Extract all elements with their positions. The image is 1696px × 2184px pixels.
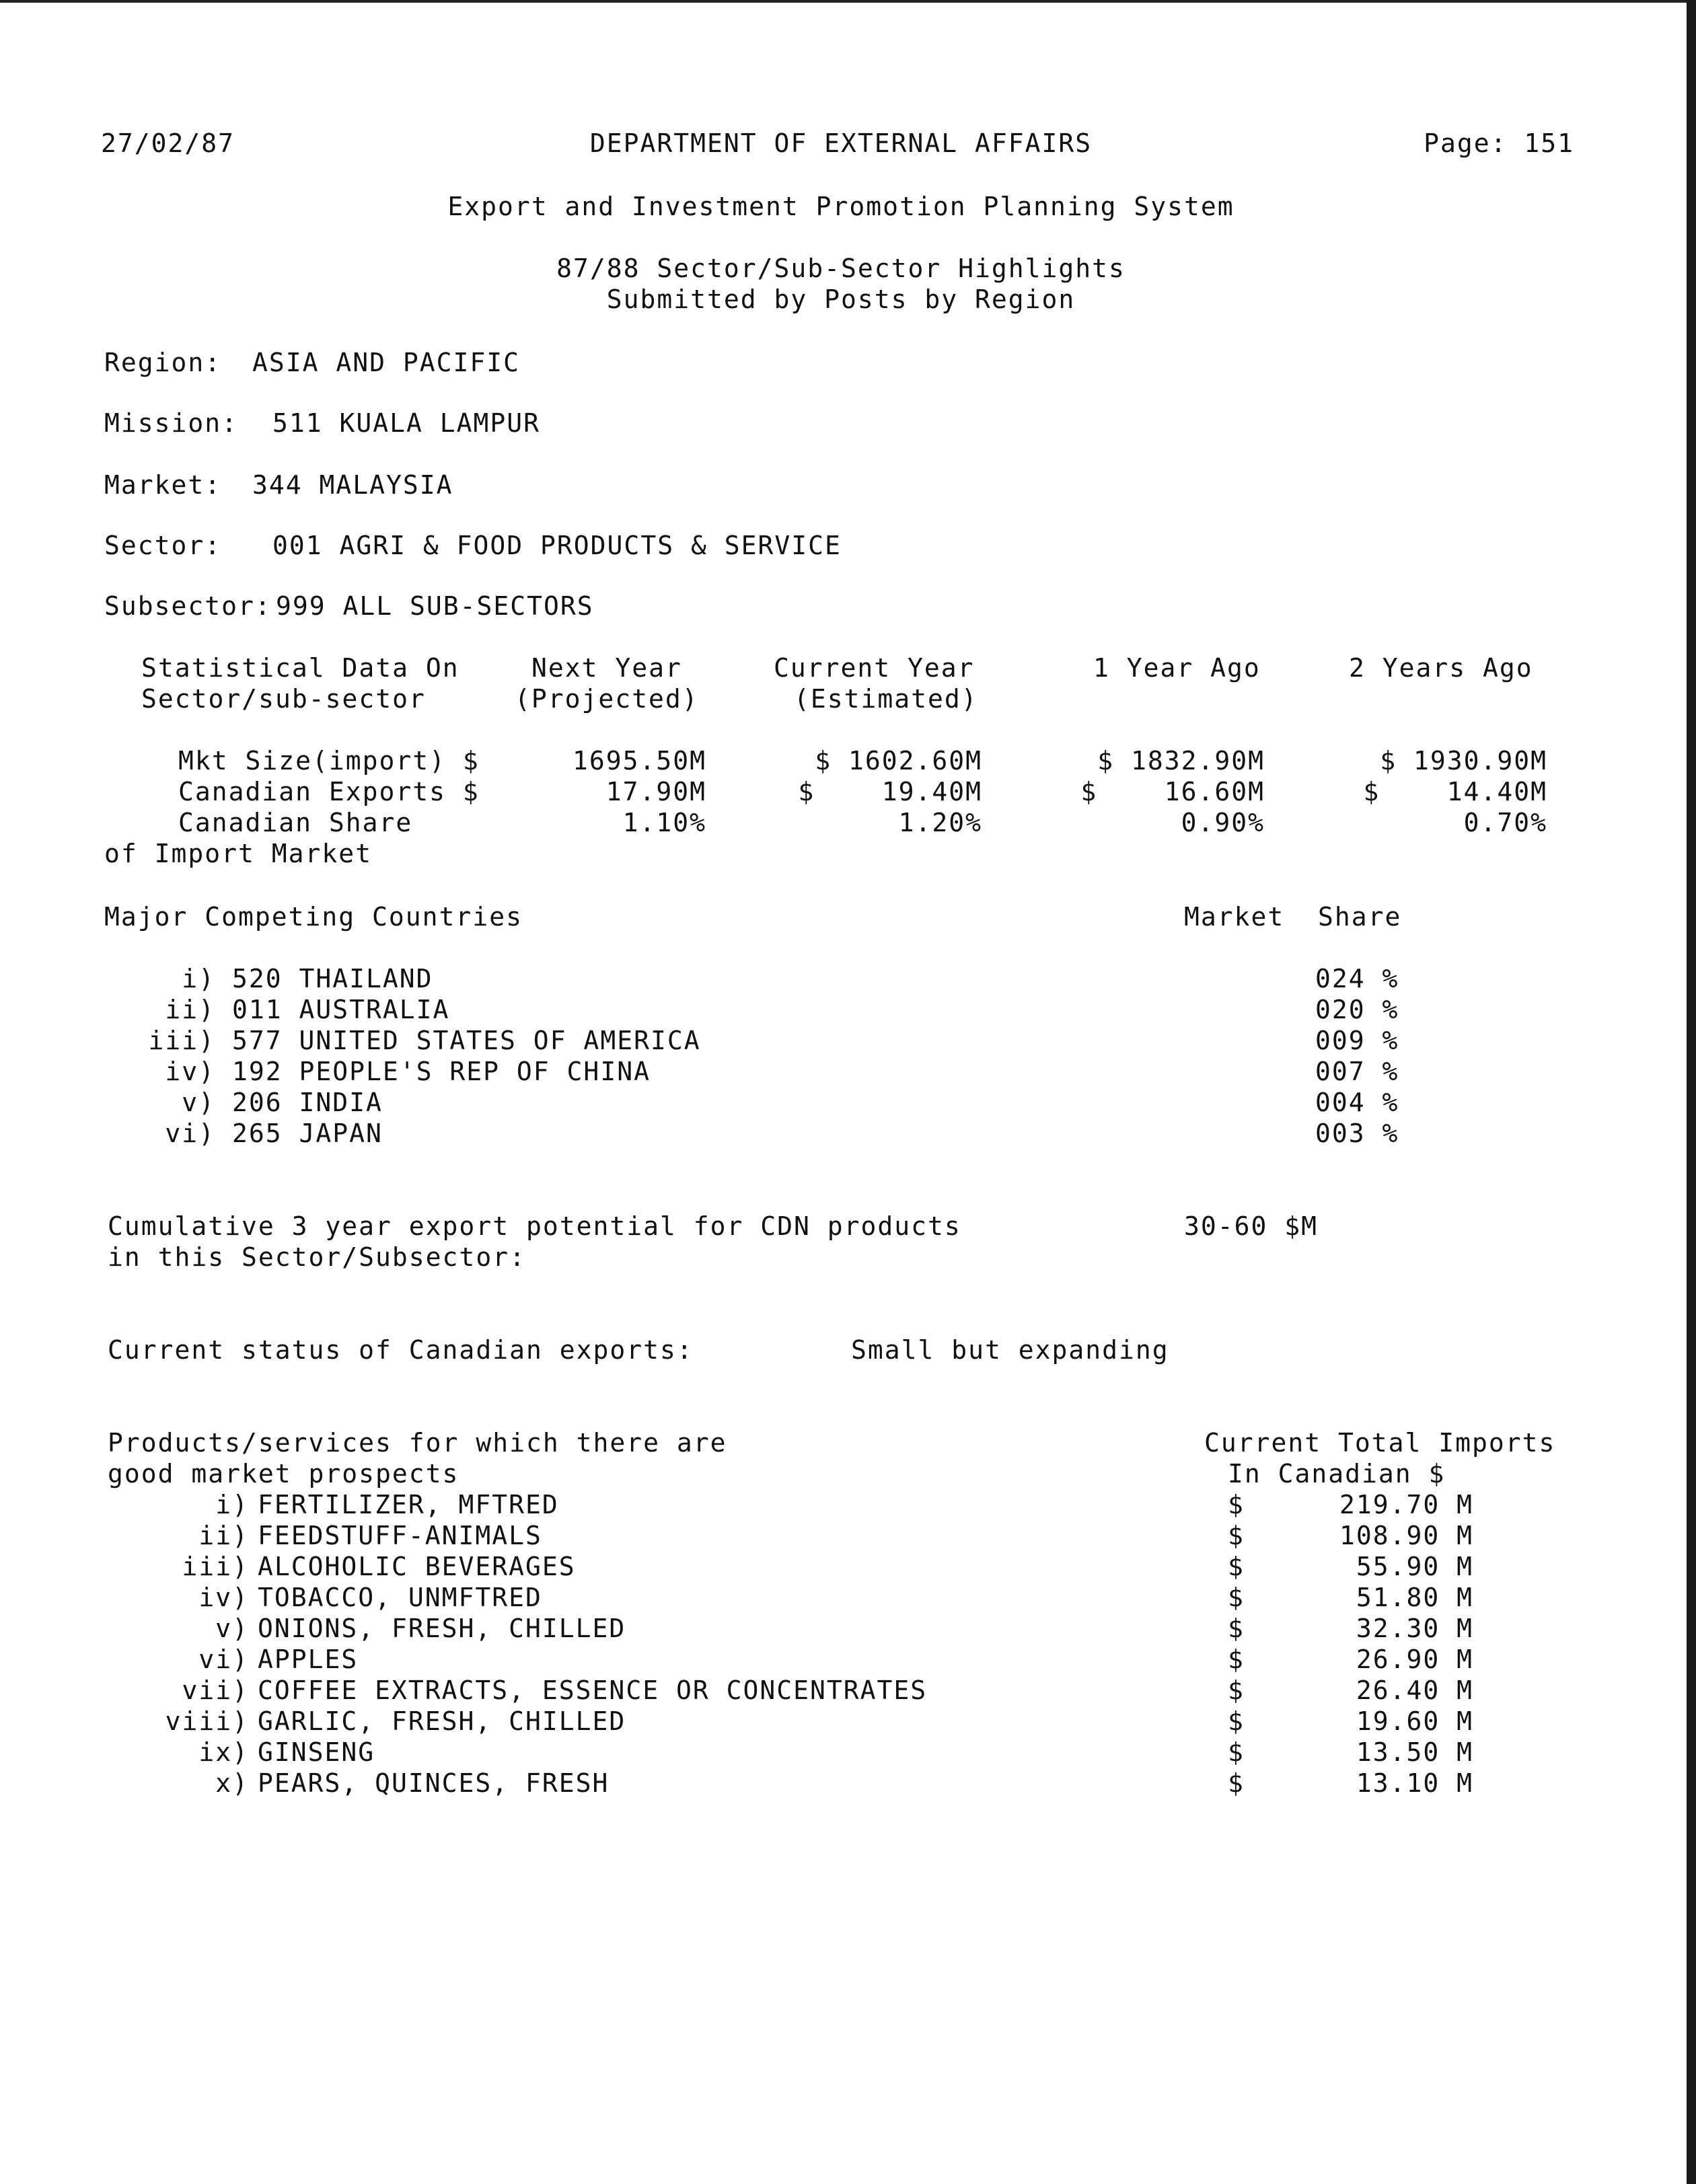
- stats-row-ago2: $ 1930.90M: [1380, 746, 1547, 776]
- sector-label: Sector:: [104, 531, 222, 560]
- competitor-share: 003 %: [1315, 1119, 1399, 1148]
- stats-row-current: $ 1602.60M: [815, 746, 982, 776]
- products-title-cont: good market prospects: [108, 1459, 459, 1489]
- product-name: GINSENG: [258, 1737, 375, 1767]
- stats-header-label-1: Statistical Data On: [141, 653, 459, 683]
- product-number: v): [215, 1614, 249, 1643]
- product-import-value: 26.90 M: [1356, 1645, 1473, 1674]
- stats-header-ago2: 2 Years Ago: [1349, 653, 1533, 683]
- product-import-value: 55.90 M: [1356, 1552, 1473, 1581]
- product-currency: $: [1228, 1675, 1245, 1705]
- product-number: vii): [182, 1675, 249, 1705]
- page-top-edge: [0, 0, 1696, 3]
- export-status-label: Current status of Canadian exports:: [108, 1335, 694, 1365]
- product-name: FEEDSTUFF-ANIMALS: [258, 1521, 542, 1550]
- product-currency: $: [1228, 1614, 1245, 1643]
- stats-row-ago1: 0.90%: [1181, 808, 1265, 837]
- product-name: ONIONS, FRESH, CHILLED: [258, 1614, 626, 1643]
- competitor-country: 520 THAILAND: [232, 964, 433, 993]
- product-number: ii): [198, 1521, 249, 1550]
- subsector-label: Subsector:: [104, 591, 272, 621]
- stats-header-current-2: (Estimated): [794, 684, 978, 714]
- stats-row-label: Canadian Share: [178, 808, 413, 837]
- report-title: 87/88 Sector/Sub-Sector Highlights: [556, 254, 1126, 283]
- export-potential-label: Cumulative 3 year export potential for CDN products: [108, 1211, 961, 1241]
- competitor-share: 007 %: [1315, 1057, 1399, 1086]
- stats-row-next: 17.90M: [605, 777, 706, 806]
- product-currency: $: [1228, 1521, 1245, 1550]
- product-currency: $: [1228, 1490, 1245, 1519]
- export-status-value: Small but expanding: [851, 1335, 1169, 1365]
- imports-header-cont: In Canadian $: [1228, 1459, 1446, 1489]
- subsector-value: 999 ALL SUB-SECTORS: [276, 591, 594, 621]
- competitor-country: 011 AUSTRALIA: [232, 995, 450, 1024]
- product-name: TOBACCO, UNMFTRED: [258, 1583, 542, 1612]
- stats-row-ago2: $ 14.40M: [1363, 777, 1547, 806]
- page-number: Page: 151: [1424, 128, 1574, 158]
- product-import-value: 51.80 M: [1356, 1583, 1473, 1612]
- product-currency: $: [1228, 1645, 1245, 1674]
- competitor-country: 206 INDIA: [232, 1088, 383, 1117]
- region-value: ASIA AND PACIFIC: [252, 348, 521, 377]
- product-name: ALCOHOLIC BEVERAGES: [258, 1552, 576, 1581]
- product-name: PEARS, QUINCES, FRESH: [258, 1768, 610, 1798]
- product-number: ix): [198, 1737, 249, 1767]
- product-number: i): [215, 1490, 249, 1519]
- product-name: GARLIC, FRESH, CHILLED: [258, 1706, 626, 1736]
- stats-header-next-2: (Projected): [515, 684, 699, 714]
- imports-header: Current Total Imports: [1204, 1428, 1556, 1458]
- product-import-value: 13.10 M: [1356, 1768, 1473, 1798]
- competitor-number: ii): [165, 995, 215, 1024]
- stats-header-label-2: Sector/sub-sector: [141, 684, 426, 714]
- product-currency: $: [1228, 1552, 1245, 1581]
- competitor-number: vi): [165, 1119, 215, 1148]
- stats-row-ago1: $ 1832.90M: [1097, 746, 1265, 776]
- product-currency: $: [1228, 1706, 1245, 1736]
- competitor-country: 577 UNITED STATES OF AMERICA: [232, 1026, 701, 1055]
- stats-row-next: 1.10%: [622, 808, 706, 837]
- stats-row-current: $ 19.40M: [798, 777, 982, 806]
- products-title: Products/services for which there are: [108, 1428, 727, 1458]
- competitor-number: iv): [165, 1057, 215, 1086]
- product-import-value: 108.90 M: [1339, 1521, 1473, 1550]
- region-label: Region:: [104, 348, 222, 377]
- competitor-number: iii): [148, 1026, 215, 1055]
- competitor-share: 009 %: [1315, 1026, 1399, 1055]
- market-value: 344 MALAYSIA: [252, 470, 453, 500]
- competitor-country: 192 PEOPLE'S REP OF CHINA: [232, 1057, 651, 1086]
- stats-header-ago1: 1 Year Ago: [1093, 653, 1261, 683]
- stats-row-ago2: 0.70%: [1463, 808, 1547, 837]
- product-number: iii): [182, 1552, 249, 1581]
- sector-value: 001 AGRI & FOOD PRODUCTS & SERVICE: [272, 531, 842, 560]
- stats-row-label: Mkt Size(import) $: [178, 746, 480, 776]
- mission-label: Mission:: [104, 408, 239, 438]
- product-currency: $: [1228, 1768, 1245, 1798]
- competitor-share: 004 %: [1315, 1088, 1399, 1117]
- product-import-value: 19.60 M: [1356, 1706, 1473, 1736]
- product-name: APPLES: [258, 1645, 359, 1674]
- market-label: Market:: [104, 470, 222, 500]
- export-potential-value: 30-60 $M: [1184, 1211, 1319, 1241]
- product-number: viii): [165, 1706, 249, 1736]
- product-number: x): [215, 1768, 249, 1798]
- stats-row-label: Canadian Exports $: [178, 777, 480, 806]
- mission-value: 511 KUALA LAMPUR: [272, 408, 541, 438]
- product-name: FERTILIZER, MFTRED: [258, 1490, 559, 1519]
- report-subtitle: Submitted by Posts by Region: [606, 285, 1076, 314]
- competitors-title: Major Competing Countries: [104, 902, 523, 932]
- stats-row-next: 1695.50M: [572, 746, 706, 776]
- competitor-number: i): [182, 964, 215, 993]
- product-import-value: 26.40 M: [1356, 1675, 1473, 1705]
- stats-row-current: 1.20%: [898, 808, 982, 837]
- system-title: Export and Investment Promotion Planning System: [447, 192, 1234, 221]
- product-import-value: 219.70 M: [1339, 1490, 1473, 1519]
- product-import-value: 32.30 M: [1356, 1614, 1473, 1643]
- product-name: COFFEE EXTRACTS, ESSENCE OR CONCENTRATES: [258, 1675, 928, 1705]
- report-date: 27/02/87: [101, 128, 235, 158]
- department-title: DEPARTMENT OF EXTERNAL AFFAIRS: [589, 128, 1093, 158]
- competitor-share: 024 %: [1315, 964, 1399, 993]
- product-number: vi): [198, 1645, 249, 1674]
- product-number: iv): [198, 1583, 249, 1612]
- competitor-number: v): [182, 1088, 215, 1117]
- product-import-value: 13.50 M: [1356, 1737, 1473, 1767]
- export-potential-label-cont: in this Sector/Subsector:: [108, 1242, 526, 1272]
- stats-row-ago1: $ 16.60M: [1080, 777, 1265, 806]
- competitors-share-header: Market Share: [1184, 902, 1402, 932]
- stats-share-label-cont: of Import Market: [104, 839, 373, 868]
- product-currency: $: [1228, 1583, 1245, 1612]
- competitor-country: 265 JAPAN: [232, 1119, 383, 1148]
- competitor-share: 020 %: [1315, 995, 1399, 1024]
- stats-header-current-1: Current Year: [774, 653, 975, 683]
- product-currency: $: [1228, 1737, 1245, 1767]
- stats-header-next-1: Next Year: [531, 653, 682, 683]
- page-right-edge: [1687, 0, 1696, 2184]
